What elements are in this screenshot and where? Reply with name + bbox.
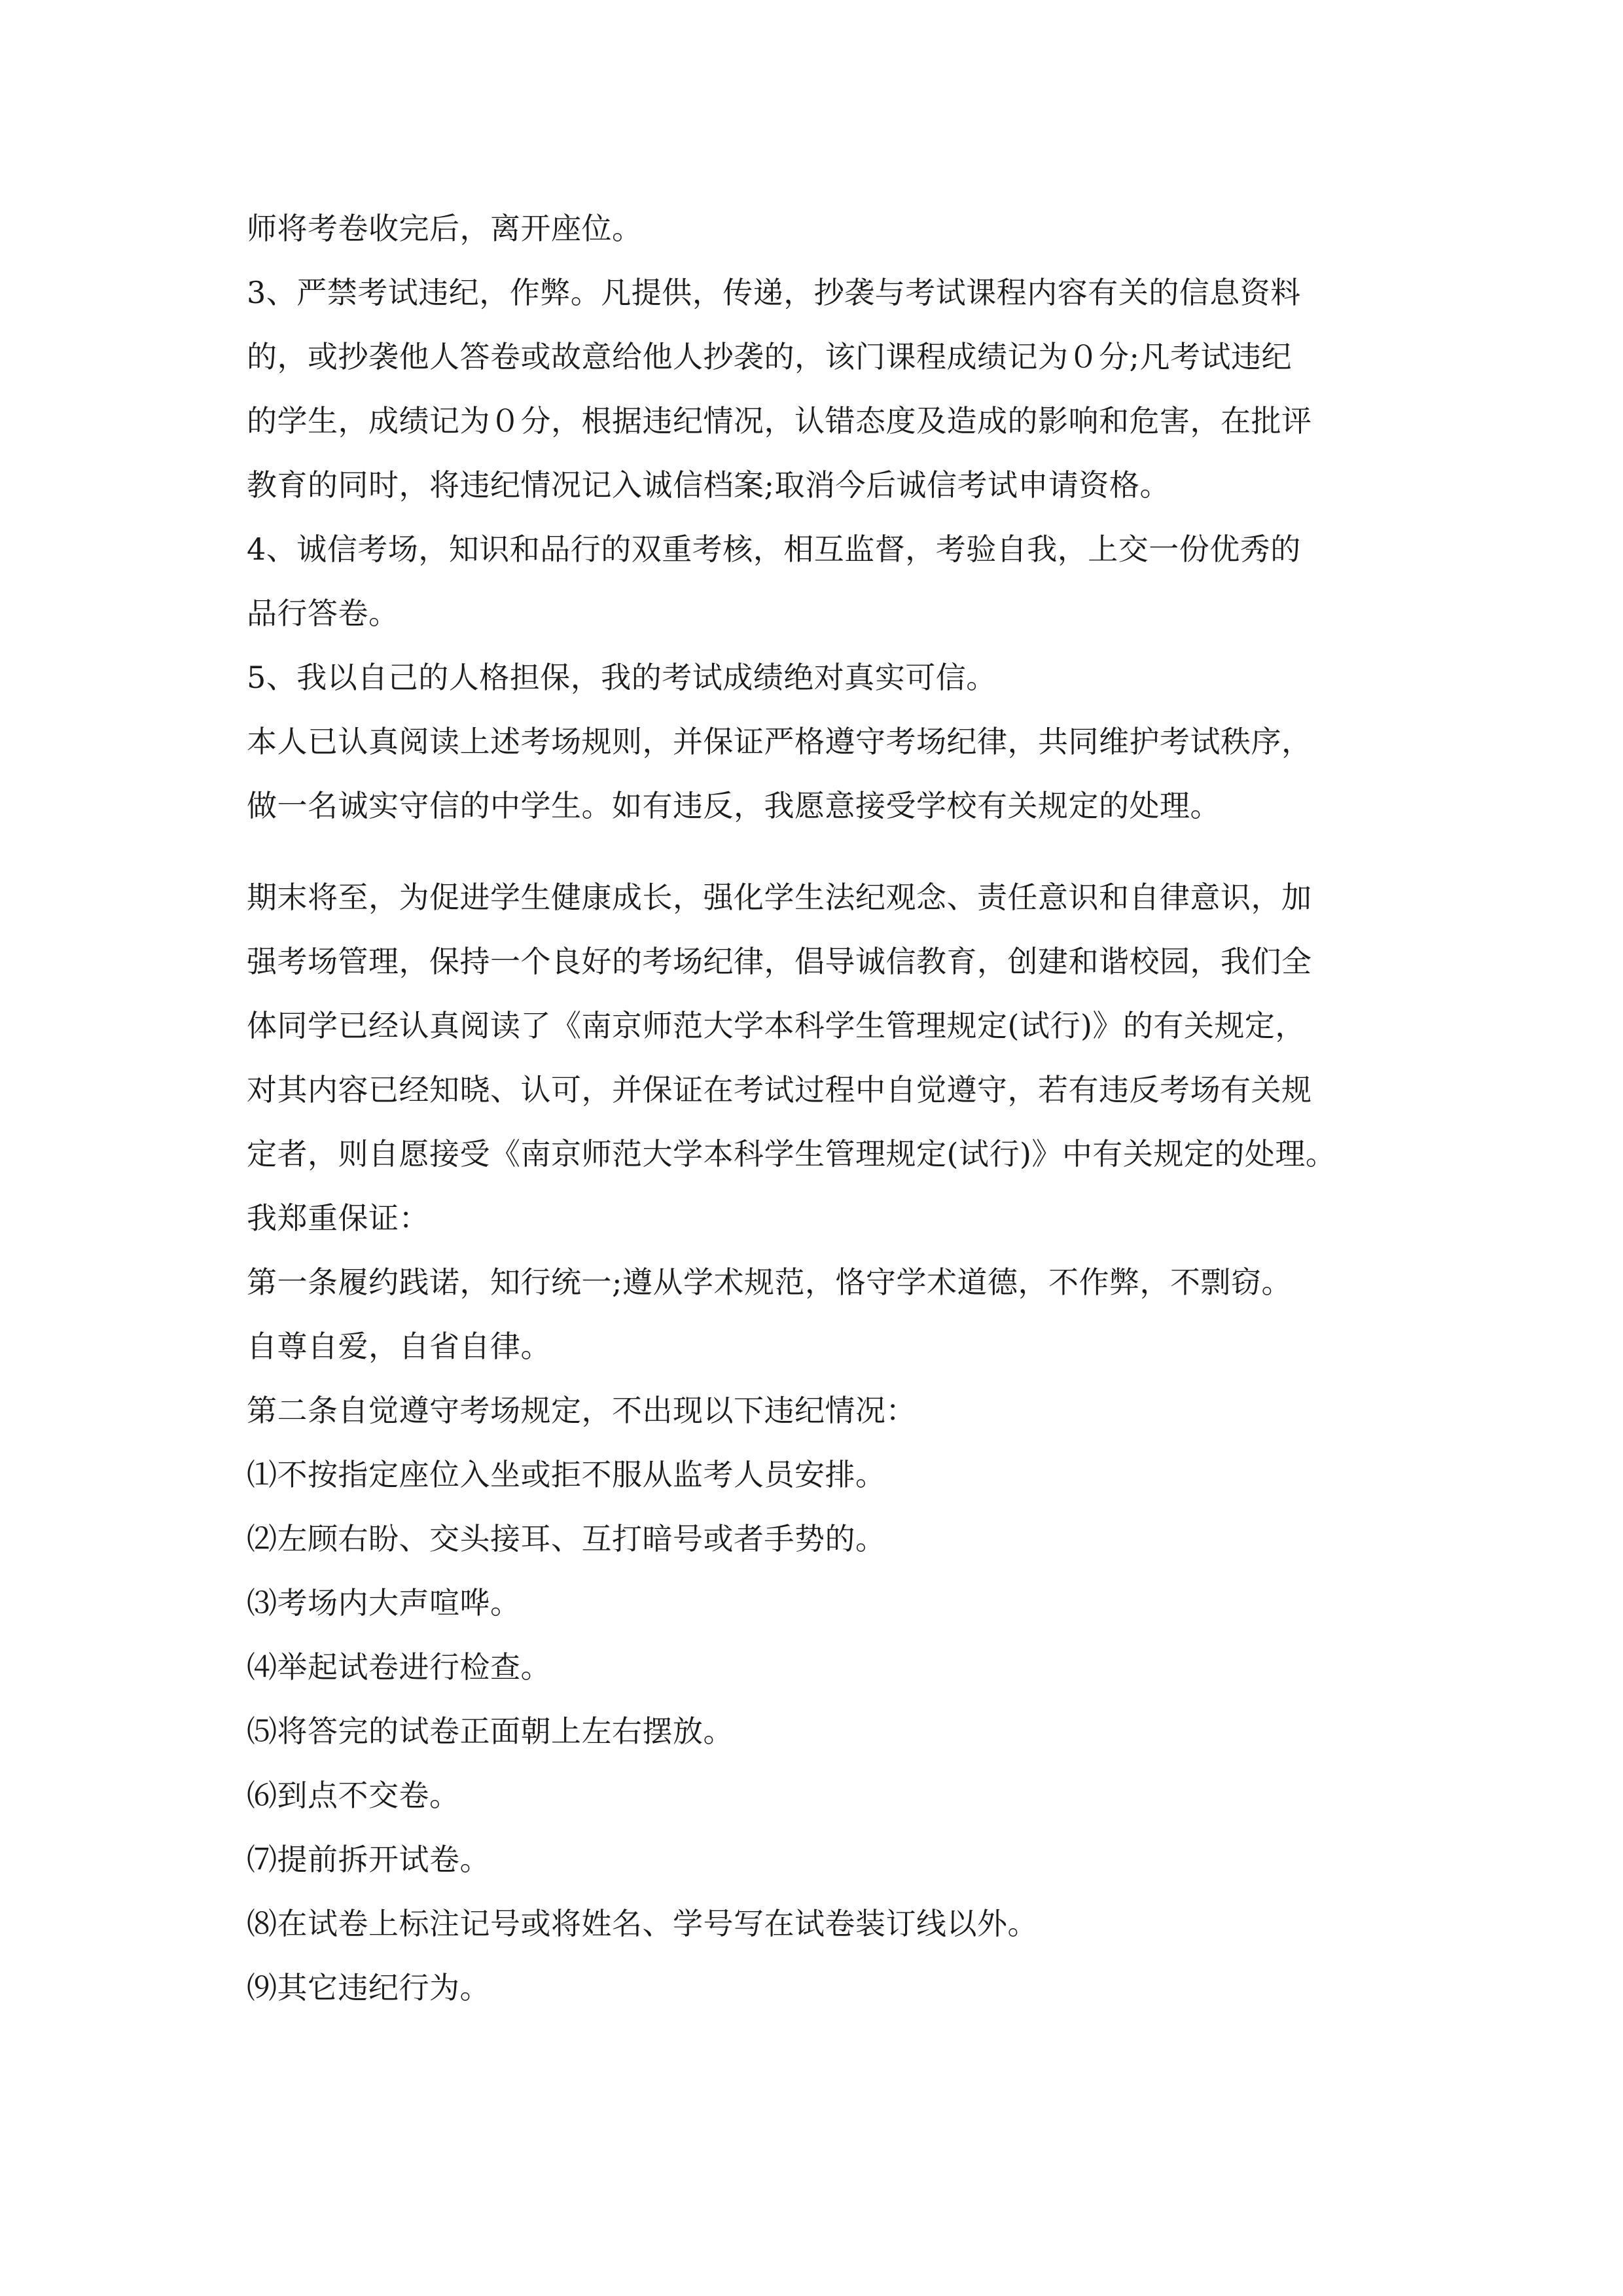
text-line: 期末将至，为促进学生健康成长，强化学生法纪观念、责任意识和自律意识，加: [247, 880, 1312, 915]
text-block-integrity-pledge: [247, 865, 1399, 2020]
text-line: 自尊自爱，自省自律。: [247, 1329, 551, 1364]
text-line: 第二条自觉遵守考场规定，不出现以下违纪情况：: [247, 1393, 916, 1428]
text-line: 第一条履约践诺，知行统一;遵从学术规范，恪守学术道德，不作弊，不剽窃。: [247, 1265, 1292, 1300]
list-item: ⑺提前拆开试卷。: [247, 1842, 490, 1877]
list-item: ⑵左顾右盼、交头接耳、互打暗号或者手势的。: [247, 1521, 886, 1556]
list-item: ⑶考场内大声喧哗。: [247, 1585, 521, 1621]
text-line: 教育的同时，将违纪情况记入诚信档案;取消今后诚信考试申请资格。: [247, 467, 1170, 503]
text-line: 4、诚信考场，知识和品行的双重考核，相互监督，考验自我，上交一份优秀的: [247, 531, 1301, 567]
text-line: 品行答卷。: [247, 596, 399, 631]
text-line: 做一名诚实守信的中学生。如有违反，我愿意接受学校有关规定的处理。: [247, 788, 1221, 823]
list-item: ⑸将答完的试卷正面朝上左右摆放。: [247, 1713, 734, 1749]
text-line: 3、严禁考试违纪，作弊。凡提供，传递，抄袭与考试课程内容有关的信息资料: [247, 275, 1301, 310]
text-line: 5、我以自己的人格担保，我的考试成绩绝对真实可信。: [247, 660, 997, 695]
text-line: 师将考卷收完后，离开座位。: [247, 211, 643, 246]
list-item: ⑴不按指定座位入坐或拒不服从监考人员安排。: [247, 1457, 886, 1492]
list-item: ⑻在试卷上标注记号或将姓名、学号写在试卷装订线以外。: [247, 1906, 1038, 1941]
text-line: 体同学已经认真阅读了《南京师范大学本科学生管理规定(试行)》的有关规定，: [247, 1008, 1306, 1043]
list-item: ⑷举起试卷进行检查。: [247, 1649, 551, 1685]
list-item: ⑹到点不交卷。: [247, 1778, 460, 1813]
text-line: 的学生，成绩记为０分，根据违纪情况，认错态度及造成的影响和危害，在批评: [247, 403, 1312, 439]
text-line: 强考场管理，保持一个良好的考场纪律，倡导诚信教育，创建和谐校园，我们全: [247, 944, 1312, 979]
text-line: 我郑重保证：: [247, 1200, 429, 1236]
list-item: ⑼其它违纪行为。: [247, 1970, 490, 2005]
text-line: 的，或抄袭他人答卷或故意给他人抄袭的，该门课程成绩记为０分;凡考试违纪: [247, 339, 1292, 374]
text-line: 本人已认真阅读上述考场规则，并保证严格遵守考场纪律，共同维护考试秩序，: [247, 724, 1312, 759]
text-block-exam-rules: [247, 196, 1399, 838]
text-line: 对其内容已经知晓、认可，并保证在考试过程中自觉遵守，若有违反考场有关规: [247, 1072, 1312, 1107]
text-line: 定者，则自愿接受《南京师范大学本科学生管理规定(试行)》中有关规定的处理。: [247, 1136, 1336, 1172]
